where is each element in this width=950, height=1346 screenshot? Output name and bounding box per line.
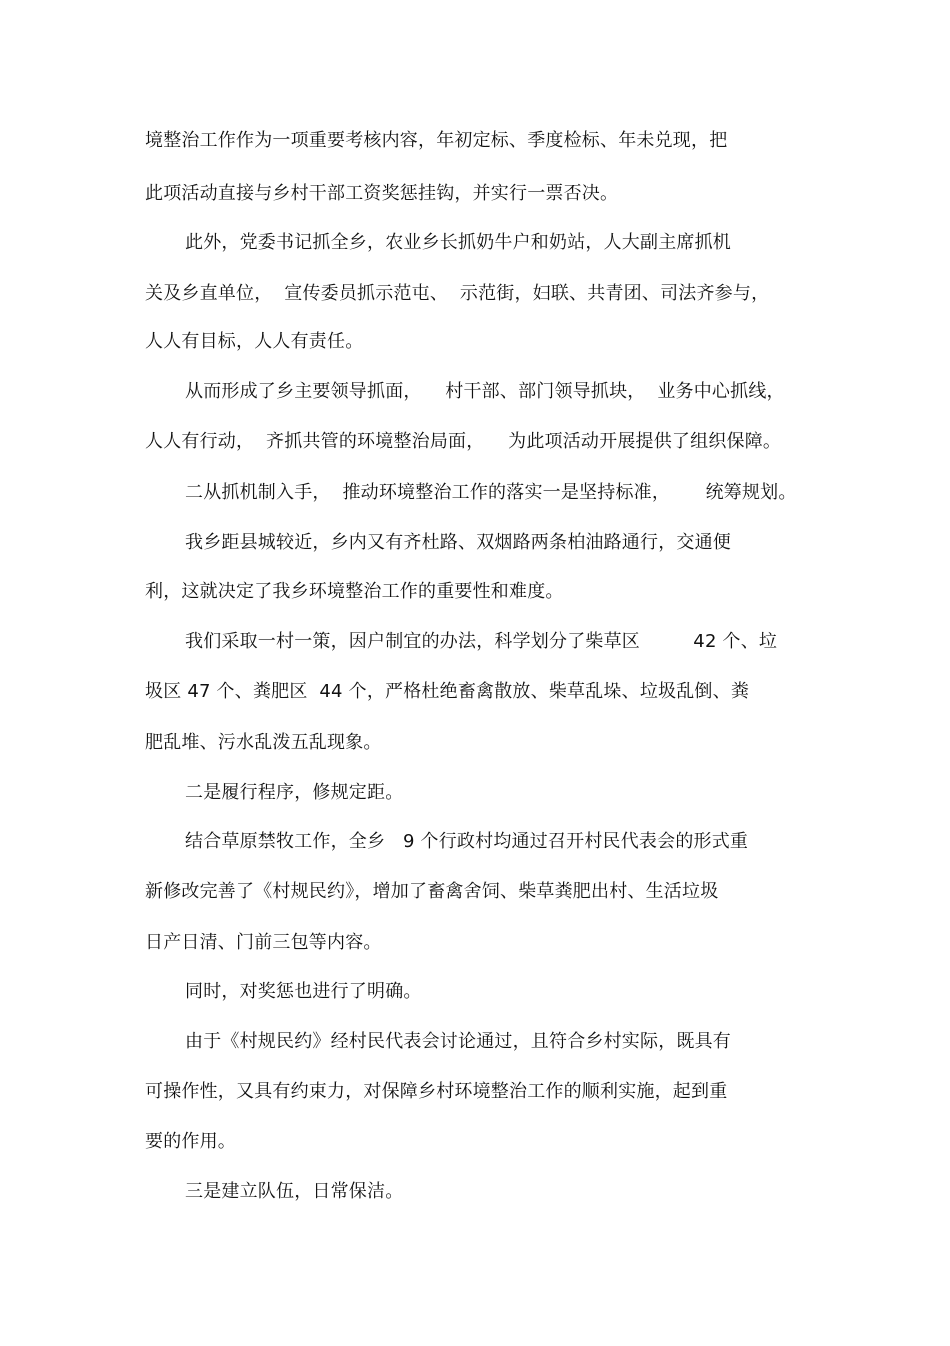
text-line: 此外，党委书记抓全乡，农业乡长抓奶牛户和奶站，人大副主席抓机: [185, 232, 731, 253]
text-line: 由于《村规民约》经村民代表会讨论通过，且符合乡村实际，既具有: [185, 1031, 731, 1052]
text-line: 关及乡直单位， 宣传委员抓示范屯、 示范街，妇联、共青团、司法齐参与，: [145, 283, 770, 304]
text-line: 人人有目标，人人有责任。: [145, 331, 364, 352]
text-line: 我乡距县城较近，乡内又有齐杜路、双烟路两条柏油路通行，交通便: [185, 532, 731, 553]
text-line: 要的作用。: [145, 1131, 236, 1152]
text-line: 境整治工作作为一项重要考核内容，年初定标、季度检标、年未兑现，把: [145, 130, 728, 151]
text-line: 三是建立队伍，日常保洁。: [185, 1181, 404, 1202]
text-line: 人人有行动， 齐抓共管的环境整治局面， 为此项活动开展提供了组织保障。: [145, 431, 782, 452]
text-line: 从而形成了乡主要领导抓面， 村干部、部门领导抓块， 业务中心抓线，: [185, 381, 785, 402]
text-line: 日产日清、门前三包等内容。: [145, 932, 382, 953]
text-line: 二是履行程序，修规定距。: [185, 782, 404, 803]
text-line: 此项活动直接与乡村干部工资奖惩挂钩，并实行一票否决。: [145, 183, 619, 204]
text-line: 结合草原禁牧工作，全乡 9 个行政村均通过召开村民代表会的形式重: [185, 831, 749, 852]
text-line: 利，这就决定了我乡环境整治工作的重要性和难度。: [145, 581, 564, 602]
text-line: 圾区 47 个、粪肥区 44 个，严格杜绝畜禽散放、柴草乱垛、垃圾乱倒、粪: [145, 681, 750, 702]
text-line: 同时，对奖惩也进行了明确。: [185, 981, 422, 1002]
text-line: 新修改完善了《村规民约》，增加了畜禽舍饲、柴草粪肥出村、生活垃圾: [145, 881, 719, 902]
text-line: 二从抓机制入手， 推动环境整治工作的落实一是坚持标准， 统筹规划。: [185, 482, 797, 503]
text-line: 肥乱堆、污水乱泼五乱现象。: [145, 732, 382, 753]
text-line: 可操作性，又具有约束力，对保障乡村环境整治工作的顺利实施，起到重: [145, 1081, 728, 1102]
text-line: 我们采取一村一策，因户制宜的办法，科学划分了柴草区 42 个、垃: [185, 631, 778, 652]
